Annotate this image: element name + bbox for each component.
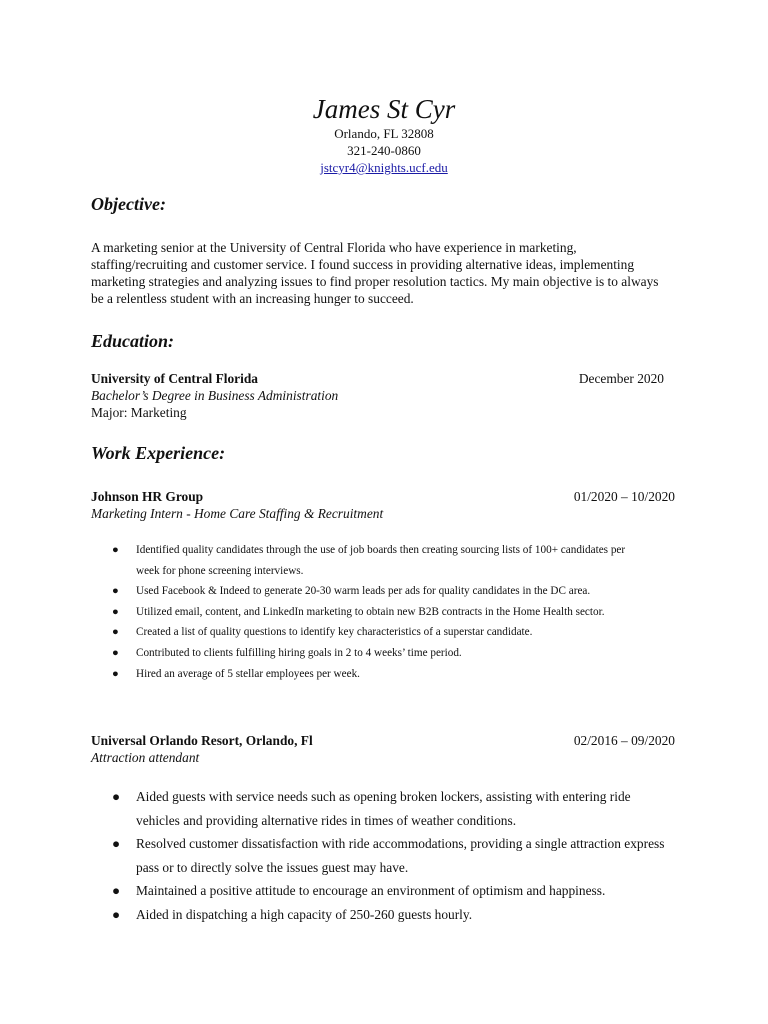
school-name: University of Central Florida <box>91 371 258 386</box>
bullet-icon: ● <box>112 883 121 898</box>
list-item: ● Created a list of quality questions to identify key characteristics of a superstar candidate. <box>91 622 651 643</box>
degree: Bachelor’s Degree in Business Administration <box>91 388 339 403</box>
education-heading: Education: <box>91 331 175 351</box>
address: Orlando, FL 32808 <box>334 126 434 141</box>
bullet-icon: ● <box>112 789 121 804</box>
list-item: ● Aided in dispatching a high capacity of 250-260 guests hourly. <box>91 903 675 927</box>
education-row <box>91 370 664 388</box>
employer-name: Johnson HR Group <box>91 489 204 504</box>
phone-number: 321-240-0860 <box>347 143 421 158</box>
major: Major: Marketing <box>91 405 187 420</box>
list-item: ● Identified quality candidates through the use of job boards then creating sourcing lists of 100+ candidates per week for phone screening interviews. <box>91 540 651 581</box>
objective-text: A marketing senior at the University of Central Florida who have experience in marketing, staffing/recruiting and customer service. I found success in providing alternative ideas, implementing marketing strategies and analyzing issues to find proper resolution tactics. My main objective is to always be a relentless student with an increasing hunger to succeed. <box>91 240 659 306</box>
list-item: ● Used Facebook & Indeed to generate 20-30 warm leads per ads for quality candidates in the DC area. <box>91 581 651 602</box>
list-item: ● Maintained a positive attitude to encourage an environment of optimism and happiness. <box>91 879 675 903</box>
bullet-icon: ● <box>112 544 119 556</box>
list-item: ● Contributed to clients fulfilling hiring goals in 2 to 4 weeks’ time period. <box>91 643 651 664</box>
list-item: ● Utilized email, content, and LinkedIn marketing to obtain new B2B contracts in the Home Health sector. <box>91 602 651 623</box>
bullet-icon: ● <box>112 585 119 598</box>
candidate-name: James St Cyr <box>312 94 456 124</box>
job-title: Attraction attendant <box>91 750 200 765</box>
employment-dates: 01/2020 – 10/2020 <box>573 489 675 504</box>
bullet-icon: ● <box>112 605 119 618</box>
job-title: Marketing Intern - Home Care Staffing & Recruitment <box>91 506 384 521</box>
resume-header <box>0 93 768 176</box>
email-link[interactable]: jstcyr4@knights.ucf.edu <box>320 160 448 175</box>
list-item: ● Aided guests with service needs such as opening broken lockers, assisting with entering ride vehicles and providing alternative rides in times of weather conditions. <box>91 785 675 832</box>
job-header-row <box>91 732 675 750</box>
employment-dates: 02/2016 – 09/2020 <box>573 733 675 748</box>
bullet-icon: ● <box>112 906 121 922</box>
work-experience-heading: Work Experience: <box>91 443 226 463</box>
bullet-icon: ● <box>112 646 119 659</box>
objective-heading: Objective: <box>91 194 166 214</box>
list-item: ● Hired an average of 5 stellar employees per week. <box>91 664 651 685</box>
employer-name: Universal Orlando Resort, Orlando, Fl <box>91 733 313 748</box>
job-bullet-list <box>91 785 675 926</box>
bullet-icon: ● <box>112 667 119 680</box>
job-header-row <box>91 488 675 506</box>
bullet-icon: ● <box>112 626 119 639</box>
graduation-date: December 2020 <box>578 371 664 386</box>
list-item: ● Resolved customer dissatisfaction with ride accommodations, providing a single attraction express pass or to directly solve the issues guest may have. <box>91 832 675 879</box>
bullet-icon: ● <box>112 836 121 851</box>
job-bullet-list <box>91 540 651 684</box>
